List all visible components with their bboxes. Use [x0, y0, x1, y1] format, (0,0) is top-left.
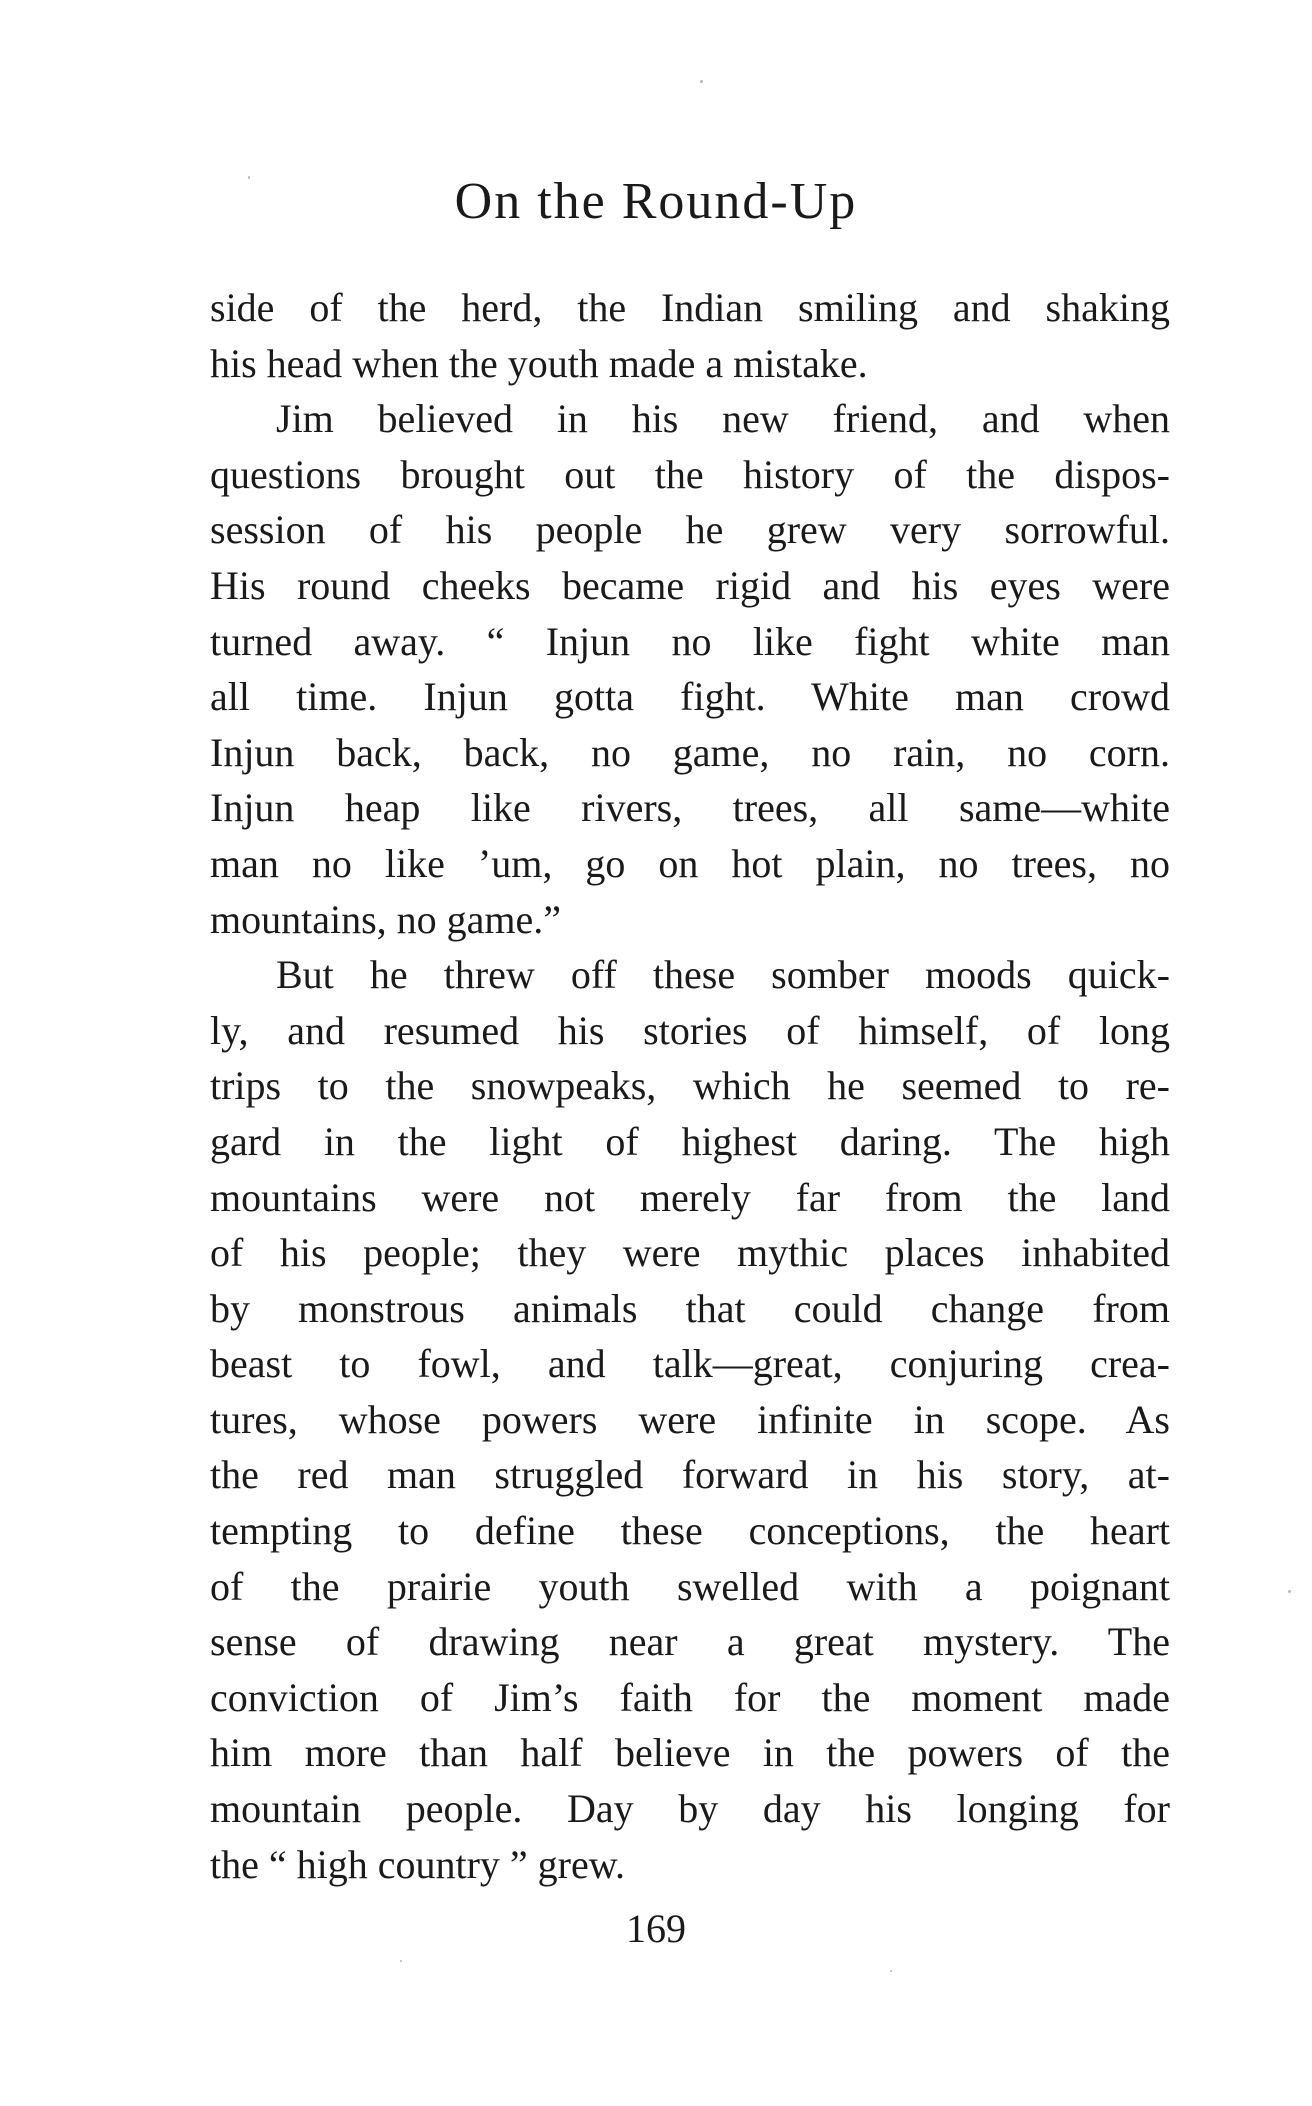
text-line: the red man struggled forward in his story, at- [210, 1452, 1170, 1498]
text-line: Jim believed in his new friend, and when [276, 396, 1170, 442]
text-line: of the prairie youth swelled with a poignant [210, 1563, 1170, 1609]
print-speck [400, 1960, 402, 1962]
text-line: conviction of Jim’s faith for the moment made [210, 1674, 1170, 1720]
text-line: mountains were not merely far from the land [210, 1174, 1170, 1220]
text-line: all time. Injun gotta fight. White man crowd [210, 674, 1170, 720]
text-line: gard in the light of highest daring. The high [210, 1118, 1170, 1164]
text-line: His round cheeks became rigid and his eyes were [210, 562, 1170, 608]
text-line: trips to the snowpeaks, which he seemed to re- [210, 1063, 1170, 1109]
print-speck [700, 80, 703, 83]
text-line: questions brought out the history of the dispos- [210, 451, 1170, 497]
text-line: man no like ’um, go on hot plain, no trees, no [210, 840, 1170, 886]
running-head: On the Round-Up [454, 173, 858, 230]
print-speck [1288, 1590, 1291, 1593]
text-line: But he threw off these somber moods quick- [276, 952, 1170, 998]
text-line: his head when the youth made a mistake. [210, 340, 868, 386]
page-number: 169 [626, 1906, 686, 1951]
text-line: beast to fowl, and talk—great, conjuring crea- [210, 1341, 1170, 1387]
print-speck [248, 176, 250, 179]
text-line: by monstrous animals that could change from [210, 1285, 1170, 1331]
text-line: tempting to define these conceptions, the heart [210, 1508, 1170, 1554]
text-line: sense of drawing near a great mystery. The [210, 1619, 1170, 1665]
text-line: him more than half believe in the powers of the [210, 1730, 1170, 1776]
text-line: the “ high country ” grew. [210, 1841, 626, 1887]
body-text [210, 280, 1170, 1892]
text-line: Injun heap like rivers, trees, all same—white [210, 785, 1170, 831]
text-line: of his people; they were mythic places inhabited [210, 1230, 1170, 1276]
text-line: mountain people. Day by day his longing for [210, 1786, 1170, 1832]
print-speck [890, 1970, 892, 1972]
text-line: turned away. “ Injun no like fight white man [210, 618, 1170, 664]
text-line: mountains, no game.” [210, 896, 562, 942]
text-line: session of his people he grew very sorrowful. [210, 507, 1170, 553]
text-line: Injun back, back, no game, no rain, no corn. [210, 729, 1170, 775]
text-line: side of the herd, the Indian smiling and shaking [210, 285, 1170, 330]
text-line: ly, and resumed his stories of himself, of long [210, 1007, 1170, 1053]
text-line: tures, whose powers were infinite in scope. As [210, 1396, 1170, 1442]
